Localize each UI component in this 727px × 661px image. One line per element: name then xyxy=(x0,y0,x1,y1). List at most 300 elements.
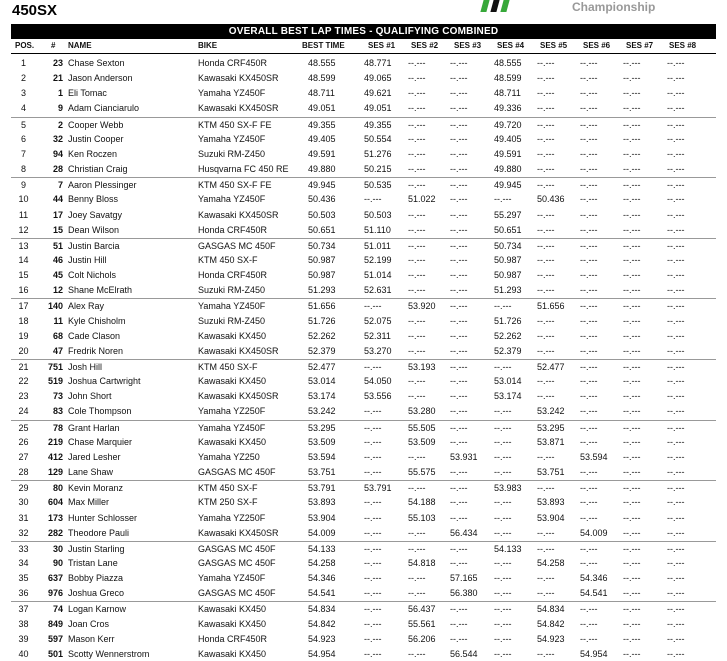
table-row xyxy=(11,601,716,616)
cell-rider-name: Mason Kerr xyxy=(68,633,115,644)
cell-session-5: 52.477 xyxy=(537,362,565,372)
cell-session-8: --.--- xyxy=(667,73,685,84)
cell-session-8: --.--- xyxy=(667,451,685,462)
cell-rider-name: Eli Tomac xyxy=(68,88,107,99)
cell-session-5: --.--- xyxy=(537,285,555,296)
cell-best-time: 53.014 xyxy=(308,376,336,387)
class-title: 450SX xyxy=(12,2,58,19)
column-header-session-5: SES #5 xyxy=(540,41,568,50)
cell-session-2: 53.509 xyxy=(408,436,436,447)
cell-session-3: --.--- xyxy=(450,497,468,508)
cell-session-4: 48.599 xyxy=(494,73,522,84)
column-header-bike: BIKE xyxy=(198,41,218,50)
cell-session-7: --.--- xyxy=(623,451,641,462)
cell-position: 5 xyxy=(20,119,26,130)
cell-session-5: 51.656 xyxy=(537,301,565,312)
cell-position: 29 xyxy=(18,483,29,494)
cell-number: 44 xyxy=(52,194,63,205)
cell-session-6: --.--- xyxy=(580,254,598,265)
cell-position: 22 xyxy=(18,376,29,387)
cell-bike: Yamaha YZ450F xyxy=(198,573,266,584)
cell-position: 21 xyxy=(18,362,29,372)
cell-session-1: 50.535 xyxy=(364,180,392,191)
cell-session-4: --.--- xyxy=(494,604,512,615)
cell-session-8: --.--- xyxy=(667,618,685,629)
cell-rider-name: Scotty Wennerstrom xyxy=(68,648,150,659)
cell-session-3: --.--- xyxy=(450,88,468,99)
cell-session-7: --.--- xyxy=(623,422,641,433)
cell-session-8: --.--- xyxy=(667,209,685,220)
cell-session-6: --.--- xyxy=(580,330,598,341)
table-row xyxy=(11,101,716,116)
cell-session-1: 54.050 xyxy=(364,376,392,387)
cell-session-6: --.--- xyxy=(580,345,598,356)
cell-session-4: 51.726 xyxy=(494,315,522,326)
cell-bike: KTM 250 SX-F xyxy=(198,497,258,508)
cell-session-7: --.--- xyxy=(623,330,641,341)
column-header-best-time: BEST TIME xyxy=(302,41,345,50)
cell-rider-name: Dean Wilson xyxy=(68,224,120,235)
cell-number: 83 xyxy=(52,406,63,417)
column-header-position: POS. xyxy=(15,41,35,50)
cell-session-5: --.--- xyxy=(537,573,555,584)
cell-session-6: --.--- xyxy=(580,315,598,326)
cell-number: 976 xyxy=(47,588,63,599)
table-row xyxy=(11,526,716,541)
cell-best-time: 51.656 xyxy=(308,301,336,312)
cell-rider-name: Joshua Cartwright xyxy=(68,376,141,387)
cell-session-6: --.--- xyxy=(580,240,598,251)
cell-session-4: 52.379 xyxy=(494,345,522,356)
table-row xyxy=(11,511,716,526)
cell-bike: Yamaha YZ250 xyxy=(198,451,260,462)
cell-session-1: 52.075 xyxy=(364,315,392,326)
cell-session-2: 53.280 xyxy=(408,406,436,417)
cell-position: 19 xyxy=(18,330,29,341)
table-row xyxy=(11,268,716,283)
cell-session-2: --.--- xyxy=(408,345,426,356)
cell-session-5: --.--- xyxy=(537,73,555,84)
cell-session-7: --.--- xyxy=(623,103,641,114)
cell-session-4: --.--- xyxy=(494,194,512,205)
cell-session-8: --.--- xyxy=(667,512,685,523)
cell-position: 14 xyxy=(18,254,29,265)
cell-session-5: --.--- xyxy=(537,119,555,130)
cell-number: 597 xyxy=(47,633,63,644)
cell-session-4: --.--- xyxy=(494,467,512,478)
cell-session-5: --.--- xyxy=(537,270,555,281)
cell-session-8: --.--- xyxy=(667,180,685,191)
cell-session-5: --.--- xyxy=(537,58,555,68)
cell-position: 32 xyxy=(18,527,29,538)
cell-rider-name: Benny Bloss xyxy=(68,194,119,205)
cell-number: 15 xyxy=(52,224,63,235)
cell-position: 12 xyxy=(18,224,29,235)
cell-session-6: --.--- xyxy=(580,391,598,402)
cell-session-6: --.--- xyxy=(580,362,598,372)
cell-session-7: --.--- xyxy=(623,573,641,584)
cell-bike: Yamaha YZ450F xyxy=(198,301,266,312)
cell-bike: Yamaha YZ450F xyxy=(198,422,266,433)
cell-number: 7 xyxy=(57,180,63,191)
cell-session-2: --.--- xyxy=(408,285,426,296)
cell-session-1: 51.011 xyxy=(364,240,391,251)
cell-bike: Yamaha YZ250F xyxy=(198,512,266,523)
table-row xyxy=(11,298,716,313)
cell-session-1: 50.554 xyxy=(364,133,392,144)
cell-session-2: --.--- xyxy=(408,573,426,584)
cell-session-8: --.--- xyxy=(667,270,685,281)
cell-best-time: 54.842 xyxy=(308,618,336,629)
cell-session-1: 52.199 xyxy=(364,254,392,265)
cell-best-time: 53.295 xyxy=(308,422,336,433)
cell-session-5: 54.842 xyxy=(537,618,565,629)
cell-position: 28 xyxy=(18,467,29,478)
cell-position: 33 xyxy=(18,543,29,554)
cell-session-1: --.--- xyxy=(364,604,382,615)
cell-number: 94 xyxy=(52,148,63,159)
cell-session-7: --.--- xyxy=(623,376,641,387)
cell-best-time: 53.751 xyxy=(308,467,336,478)
cell-position: 2 xyxy=(20,73,26,84)
cell-number: 78 xyxy=(52,422,63,433)
cell-session-3: --.--- xyxy=(450,557,468,568)
cell-bike: Kawasaki KX450SR xyxy=(198,345,279,356)
cell-session-6: --.--- xyxy=(580,543,598,554)
cell-session-5: --.--- xyxy=(537,588,555,599)
cell-best-time: 48.555 xyxy=(308,58,336,68)
cell-session-8: --.--- xyxy=(667,345,685,356)
cell-session-3: --.--- xyxy=(450,133,468,144)
cell-number: 129 xyxy=(47,467,63,478)
cell-position: 15 xyxy=(18,270,29,281)
cell-session-4: --.--- xyxy=(494,557,512,568)
cell-number: 23 xyxy=(52,58,63,68)
cell-session-8: --.--- xyxy=(667,436,685,447)
cell-session-4: 48.555 xyxy=(494,58,522,68)
cell-session-1: 51.276 xyxy=(364,148,392,159)
cell-session-8: --.--- xyxy=(667,633,685,644)
cell-number: 28 xyxy=(52,164,63,175)
cell-session-5: --.--- xyxy=(537,315,555,326)
cell-position: 27 xyxy=(18,451,29,462)
cell-session-8: --.--- xyxy=(667,543,685,554)
cell-session-1: 52.311 xyxy=(364,330,391,341)
cell-session-4: 49.336 xyxy=(494,103,522,114)
cell-session-7: --.--- xyxy=(623,119,641,130)
cell-session-4: --.--- xyxy=(494,573,512,584)
monster-claw-logo-icon xyxy=(478,0,518,12)
cell-session-2: 53.920 xyxy=(408,301,436,312)
cell-session-5: --.--- xyxy=(537,648,555,659)
cell-bike: Honda CRF450R xyxy=(198,58,268,68)
cell-number: 11 xyxy=(53,315,63,326)
cell-session-5: --.--- xyxy=(537,527,555,538)
cell-session-6: --.--- xyxy=(580,209,598,220)
cell-session-3: --.--- xyxy=(450,180,468,191)
cell-session-2: --.--- xyxy=(408,527,426,538)
cell-number: 9 xyxy=(57,103,63,114)
cell-number: 604 xyxy=(47,497,63,508)
cell-position: 37 xyxy=(18,604,29,615)
cell-session-6: --.--- xyxy=(580,406,598,417)
cell-session-6: --.--- xyxy=(580,103,598,114)
cell-number: 501 xyxy=(47,648,63,659)
cell-best-time: 48.599 xyxy=(308,73,336,84)
cell-session-2: --.--- xyxy=(408,330,426,341)
cell-session-4: --.--- xyxy=(494,436,512,447)
cell-number: 74 xyxy=(52,604,63,615)
cell-session-5: 54.923 xyxy=(537,633,565,644)
cell-session-3: --.--- xyxy=(450,406,468,417)
cell-number: 17 xyxy=(52,209,63,220)
cell-session-5: --.--- xyxy=(537,148,555,159)
cell-session-1: 53.791 xyxy=(364,483,392,494)
table-row xyxy=(11,208,716,223)
cell-session-8: --.--- xyxy=(667,483,685,494)
cell-bike: Kawasaki KX450 xyxy=(198,604,267,615)
column-header-session-1: SES #1 xyxy=(368,41,396,50)
cell-session-5: --.--- xyxy=(537,345,555,356)
cell-session-5: --.--- xyxy=(537,180,555,191)
cell-session-1: --.--- xyxy=(364,527,382,538)
cell-best-time: 51.293 xyxy=(308,285,336,296)
cell-session-3: 57.165 xyxy=(450,573,478,584)
cell-session-3: --.--- xyxy=(450,391,468,402)
cell-position: 3 xyxy=(20,88,26,99)
cell-rider-name: Alex Ray xyxy=(68,301,105,312)
table-row xyxy=(11,86,716,101)
cell-session-8: --.--- xyxy=(667,285,685,296)
cell-session-6: --.--- xyxy=(580,164,598,175)
cell-session-8: --.--- xyxy=(667,58,685,68)
cell-best-time: 49.591 xyxy=(308,148,336,159)
cell-bike: Kawasaki KX450SR xyxy=(198,391,279,402)
cell-rider-name: Max Miller xyxy=(68,497,110,508)
cell-session-6: --.--- xyxy=(580,58,598,68)
cell-number: 80 xyxy=(52,483,63,494)
cell-bike: GASGAS MC 450F xyxy=(198,557,276,568)
cell-bike: Kawasaki KX450 xyxy=(198,648,267,659)
cell-session-6: --.--- xyxy=(580,512,598,523)
cell-position: 39 xyxy=(18,633,29,644)
cell-session-1: --.--- xyxy=(364,422,382,433)
cell-session-8: --.--- xyxy=(667,301,685,312)
cell-bike: Kawasaki KX450 xyxy=(198,618,267,629)
table-row xyxy=(11,344,716,359)
cell-best-time: 53.791 xyxy=(308,483,336,494)
cell-position: 25 xyxy=(18,422,29,433)
cell-session-7: --.--- xyxy=(623,633,641,644)
cell-session-4: --.--- xyxy=(494,422,512,433)
cell-session-6: --.--- xyxy=(580,194,598,205)
cell-number: 68 xyxy=(52,330,63,341)
cell-session-2: --.--- xyxy=(408,451,426,462)
cell-session-1: --.--- xyxy=(364,618,382,629)
cell-session-1: 53.556 xyxy=(364,391,392,402)
cell-rider-name: Jared Lesher xyxy=(68,451,121,462)
table-row xyxy=(11,450,716,465)
cell-bike: Kawasaki KX450SR xyxy=(198,103,279,114)
cell-session-1: 51.014 xyxy=(364,270,392,281)
cell-session-1: 49.051 xyxy=(364,103,392,114)
column-header-session-8: SES #8 xyxy=(669,41,697,50)
cell-session-3: --.--- xyxy=(450,362,468,372)
cell-session-6: --.--- xyxy=(580,376,598,387)
cell-session-8: --.--- xyxy=(667,330,685,341)
cell-bike: Yamaha YZ450F xyxy=(198,194,266,205)
cell-position: 16 xyxy=(18,285,29,296)
cell-session-2: --.--- xyxy=(408,164,426,175)
cell-session-3: --.--- xyxy=(450,543,468,554)
cell-bike: Kawasaki KX450 xyxy=(198,376,267,387)
cell-session-3: --.--- xyxy=(450,119,468,130)
cell-session-4: --.--- xyxy=(494,301,512,312)
cell-bike: Kawasaki KX450SR xyxy=(198,209,279,220)
table-row xyxy=(11,147,716,162)
cell-rider-name: Ken Roczen xyxy=(68,148,118,159)
cell-position: 20 xyxy=(18,345,29,356)
cell-bike: GASGAS MC 450F xyxy=(198,543,276,554)
cell-best-time: 54.133 xyxy=(308,543,336,554)
cell-session-8: --.--- xyxy=(667,240,685,251)
cell-session-6: --.--- xyxy=(580,422,598,433)
cell-bike: KTM 450 SX-F xyxy=(198,483,258,494)
cell-position: 40 xyxy=(18,648,29,659)
cell-session-7: --.--- xyxy=(623,527,641,538)
cell-session-2: --.--- xyxy=(408,240,426,251)
cell-session-5: --.--- xyxy=(537,376,555,387)
cell-session-8: --.--- xyxy=(667,588,685,599)
table-row xyxy=(11,647,716,661)
cell-session-5: 53.904 xyxy=(537,512,565,523)
cell-session-2: 55.561 xyxy=(408,618,436,629)
cell-rider-name: Cooper Webb xyxy=(68,119,124,130)
column-header-session-3: SES #3 xyxy=(454,41,482,50)
cell-session-3: --.--- xyxy=(450,330,468,341)
column-header-session-7: SES #7 xyxy=(626,41,654,50)
table-row xyxy=(11,480,716,495)
cell-number: 637 xyxy=(47,573,63,584)
cell-session-5: --.--- xyxy=(537,209,555,220)
cell-session-4: --.--- xyxy=(494,497,512,508)
cell-session-4: 50.987 xyxy=(494,270,522,281)
cell-session-6: --.--- xyxy=(580,604,598,615)
table-row xyxy=(11,71,716,86)
cell-best-time: 50.503 xyxy=(308,209,336,220)
cell-session-8: --.--- xyxy=(667,148,685,159)
cell-session-6: 53.594 xyxy=(580,451,608,462)
cell-session-1: --.--- xyxy=(364,633,382,644)
cell-session-2: --.--- xyxy=(408,180,426,191)
cell-session-5: --.--- xyxy=(537,88,555,99)
cell-session-3: --.--- xyxy=(450,58,468,68)
cell-session-7: --.--- xyxy=(623,240,641,251)
cell-session-6: --.--- xyxy=(580,119,598,130)
cell-session-4: 51.293 xyxy=(494,285,522,296)
cell-session-3: 56.380 xyxy=(450,588,478,599)
cell-best-time: 51.726 xyxy=(308,315,336,326)
cell-session-7: --.--- xyxy=(623,557,641,568)
cell-session-8: --.--- xyxy=(667,497,685,508)
cell-session-5: --.--- xyxy=(537,103,555,114)
cell-best-time: 54.541 xyxy=(308,588,336,599)
cell-session-6: --.--- xyxy=(580,633,598,644)
cell-session-3: --.--- xyxy=(450,345,468,356)
cell-best-time: 54.346 xyxy=(308,573,336,584)
cell-session-2: --.--- xyxy=(408,58,426,68)
cell-position: 7 xyxy=(20,148,26,159)
table-row xyxy=(11,162,716,177)
cell-session-6: --.--- xyxy=(580,133,598,144)
cell-best-time: 50.734 xyxy=(308,240,336,251)
cell-bike: Kawasaki KX450SR xyxy=(198,73,279,84)
cell-session-3: --.--- xyxy=(450,148,468,159)
cell-session-4: 52.262 xyxy=(494,330,522,341)
cell-session-3: --.--- xyxy=(450,618,468,629)
cell-session-2: --.--- xyxy=(408,648,426,659)
cell-session-3: 56.544 xyxy=(450,648,478,659)
cell-session-8: --.--- xyxy=(667,376,685,387)
cell-session-4: --.--- xyxy=(494,648,512,659)
cell-session-5: --.--- xyxy=(537,254,555,265)
table-row xyxy=(11,420,716,435)
cell-rider-name: Christian Craig xyxy=(68,164,128,175)
cell-session-8: --.--- xyxy=(667,573,685,584)
cell-number: 751 xyxy=(47,362,63,372)
cell-session-3: --.--- xyxy=(450,467,468,478)
cell-session-6: --.--- xyxy=(580,557,598,568)
cell-session-2: --.--- xyxy=(408,391,426,402)
cell-session-8: --.--- xyxy=(667,254,685,265)
championship-brand-text: Championship xyxy=(572,0,656,14)
column-header-session-6: SES #6 xyxy=(583,41,611,50)
cell-session-2: 56.206 xyxy=(408,633,436,644)
cell-position: 18 xyxy=(18,315,29,326)
cell-bike: Honda CRF450R xyxy=(198,224,268,235)
cell-number: 30 xyxy=(52,543,63,554)
cell-session-5: --.--- xyxy=(537,391,555,402)
cell-session-8: --.--- xyxy=(667,103,685,114)
column-header-session-4: SES #4 xyxy=(497,41,525,50)
cell-session-7: --.--- xyxy=(623,618,641,629)
cell-session-7: --.--- xyxy=(623,315,641,326)
cell-session-7: --.--- xyxy=(623,254,641,265)
cell-session-4: 49.720 xyxy=(494,119,522,130)
cell-session-7: --.--- xyxy=(623,285,641,296)
cell-bike: Husqvarna FC 450 RE xyxy=(198,164,289,175)
cell-session-6: 54.009 xyxy=(580,527,608,538)
cell-number: 47 xyxy=(52,345,63,356)
cell-session-8: --.--- xyxy=(667,194,685,205)
cell-session-1: 51.110 xyxy=(364,224,391,235)
cell-best-time: 54.009 xyxy=(308,527,336,538)
cell-session-2: --.--- xyxy=(408,543,426,554)
cell-position: 11 xyxy=(18,209,29,220)
table-row xyxy=(11,192,716,207)
cell-rider-name: Tristan Lane xyxy=(68,557,118,568)
cell-rider-name: Cade Clason xyxy=(68,330,121,341)
table-row xyxy=(11,223,716,238)
table-row xyxy=(11,586,716,601)
cell-session-8: --.--- xyxy=(667,88,685,99)
table-row xyxy=(11,359,716,374)
cell-number: 1 xyxy=(57,88,63,99)
cell-best-time: 48.711 xyxy=(308,88,335,99)
cell-session-7: --.--- xyxy=(623,88,641,99)
cell-session-1: 50.503 xyxy=(364,209,392,220)
table-row xyxy=(11,314,716,329)
